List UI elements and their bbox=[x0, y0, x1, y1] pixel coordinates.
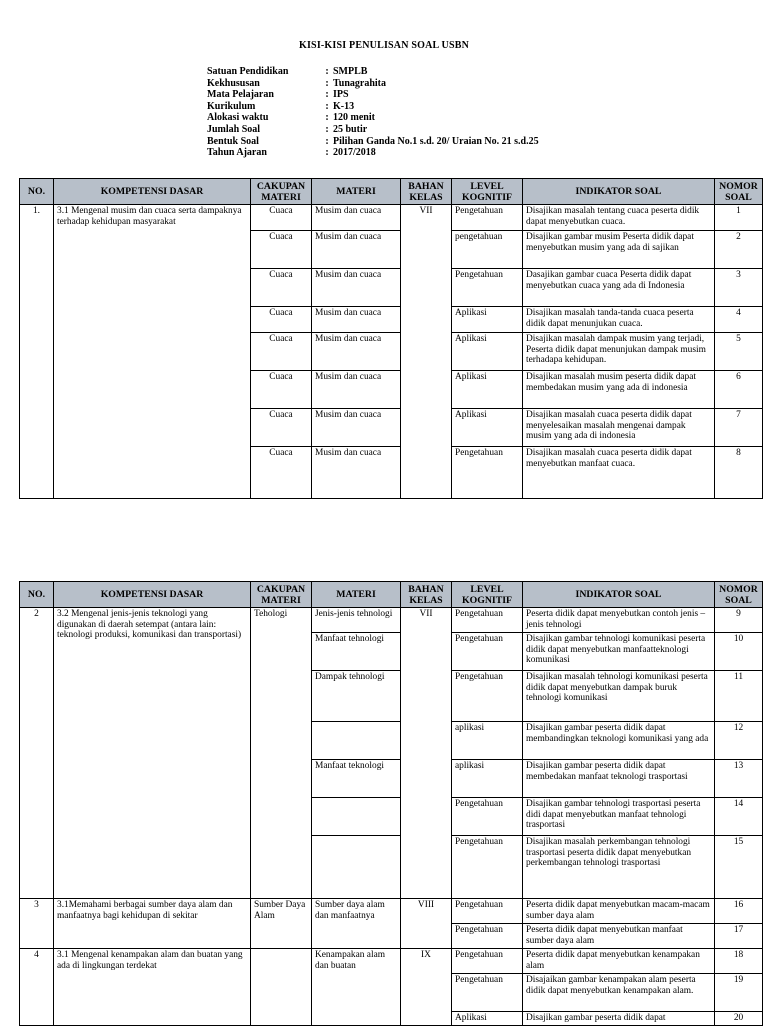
row-materi: Musim dan cuaca bbox=[312, 231, 401, 269]
row-kelas: VII bbox=[401, 205, 452, 499]
row-kd: 3.1 Mengenal musim dan cuaca serta dampaknya terhadap kehidupan masyarakat bbox=[54, 205, 251, 499]
meta-colon: : bbox=[325, 135, 329, 147]
meta-colon: : bbox=[325, 147, 329, 159]
row-level: Pengetahuan bbox=[452, 924, 523, 949]
meta-row bbox=[207, 136, 539, 148]
row-nomor: 6 bbox=[715, 371, 763, 409]
row-nomor: 15 bbox=[715, 836, 763, 899]
row-materi: Manfaat teknologi bbox=[312, 760, 401, 798]
meta-value: 2017/2018 bbox=[333, 147, 376, 159]
header-level: LEVEL KOGNITIF bbox=[452, 582, 523, 608]
header-kelas: BAHAN KELAS bbox=[401, 179, 452, 205]
meta-key: Tahun Ajaran bbox=[207, 147, 267, 159]
meta-value: Pilihan Ganda No.1 s.d. 20/ Uraian No. 21 s.d.25 bbox=[333, 135, 539, 147]
row-cakupan bbox=[251, 949, 312, 1026]
row-level: Aplikasi bbox=[452, 333, 523, 371]
header-no: NO. bbox=[20, 179, 54, 205]
row-nomor: 7 bbox=[715, 409, 763, 447]
table-row bbox=[20, 608, 763, 633]
row-level: Pengetahuan bbox=[452, 671, 523, 722]
row-level: pengetahuan bbox=[452, 231, 523, 269]
meta-key: Satuan Pendidikan bbox=[207, 66, 289, 77]
row-cakupan: Cuaca bbox=[251, 269, 312, 307]
meta-value: Tunagrahita bbox=[333, 77, 386, 89]
meta-key: Alokasi waktu bbox=[207, 112, 269, 124]
row-materi: Musim dan cuaca bbox=[312, 371, 401, 409]
row-cakupan: Cuaca bbox=[251, 409, 312, 447]
meta-colon: : bbox=[325, 100, 329, 112]
meta-colon: : bbox=[325, 66, 329, 77]
header-cakupan: CAKUPAN MATERI bbox=[251, 582, 312, 608]
row-level: Aplikasi bbox=[452, 409, 523, 447]
row-materi: Kenampakan alam dan buatan bbox=[312, 949, 401, 1026]
row-nomor: 17 bbox=[715, 924, 763, 949]
header-cakupan: CAKUPAN MATERI bbox=[251, 179, 312, 205]
meta-colon: : bbox=[325, 89, 329, 101]
row-cakupan: Cuaca bbox=[251, 371, 312, 409]
document-title: KISI-KISI PENULISAN SOAL USBN bbox=[298, 40, 470, 51]
row-indikator: Disajikan gambar peserta didik dapat membandingkan teknologi komunikasi yang ada bbox=[523, 722, 715, 760]
row-level: Aplikasi bbox=[452, 307, 523, 333]
row-indikator: Disajikan gambar peserta didik dapat membedakan manfaat teknologi trasportasi bbox=[523, 760, 715, 798]
row-indikator: Disajikan masalah dampak musim yang terjadi, Peserta didik dapat menunjukan dampak musim terhadapa kehidupan. bbox=[523, 333, 715, 371]
row-indikator: Dasajikan gambar cuaca Peserta didik dapat menyebutkan cuaca yang ada di Indonesia bbox=[523, 269, 715, 307]
row-no: 1. bbox=[20, 205, 54, 499]
header-no: NO. bbox=[20, 582, 54, 608]
meta-colon: : bbox=[325, 112, 329, 124]
kisi-table-2 bbox=[19, 581, 763, 1026]
row-level: aplikasi bbox=[452, 722, 523, 760]
row-materi: Dampak tehnologi bbox=[312, 671, 401, 722]
row-cakupan: Tehologi bbox=[251, 608, 312, 899]
row-nomor: 18 bbox=[715, 949, 763, 974]
header-kelas: BAHAN KELAS bbox=[401, 582, 452, 608]
row-materi: Musim dan cuaca bbox=[312, 269, 401, 307]
meta-value: 25 butir bbox=[333, 123, 368, 135]
row-indikator: Disajikan gambar peserta didik dapat bbox=[523, 1012, 715, 1026]
row-indikator: Peserta didik dapat menyebutkan contoh jenis – jenis tehnologi bbox=[523, 608, 715, 633]
row-indikator: Disajikan masalah perkembangan tehnologi trasportasi peserta didik dapat menyebutkan perkembangan tehnologi trasportasi bbox=[523, 836, 715, 899]
row-kd: 3.1Memahami berbagai sumber daya alam dan manfaatnya bagi kehidupan di sekitar bbox=[54, 899, 251, 949]
meta-value: IPS bbox=[333, 89, 349, 101]
meta-row bbox=[207, 112, 539, 124]
row-materi: Musim dan cuaca bbox=[312, 205, 401, 231]
header-nomor: NOMOR SOAL bbox=[715, 582, 763, 608]
header-level: LEVEL KOGNITIF bbox=[452, 179, 523, 205]
table-row bbox=[20, 949, 763, 974]
row-indikator: Disajikan gambar tehnologi komunikasi peserta didik dapat menyebutkan manfaatteknologi komunikasi bbox=[523, 633, 715, 671]
row-level: Pengetahuan bbox=[452, 836, 523, 899]
identity-block bbox=[207, 66, 539, 159]
row-level: Aplikasi bbox=[452, 1012, 523, 1026]
meta-row bbox=[207, 147, 539, 159]
row-indikator: Disajikan masalah musim peserta didik dapat membedakan musim yang ada di indonesia bbox=[523, 371, 715, 409]
row-indikator: Disajikan masalah tentang cuaca peserta didik dapat menyebutkan cuaca. bbox=[523, 205, 715, 231]
row-level: aplikasi bbox=[452, 760, 523, 798]
row-level: Pengetahuan bbox=[452, 269, 523, 307]
row-no: 4 bbox=[20, 949, 54, 1026]
row-kelas: VIII bbox=[401, 899, 452, 949]
header-materi: MATERI bbox=[312, 179, 401, 205]
row-materi bbox=[312, 836, 401, 899]
table-header-row bbox=[20, 179, 763, 205]
row-nomor: 16 bbox=[715, 899, 763, 924]
row-indikator: Disajaikan gambar kenampakan alam peserta didik dapat menyebutkan kenampakan alam. bbox=[523, 974, 715, 1012]
row-indikator: Disajikan gambar tehnologi trasportasi peserta didi dapat menyebutkan manfaat tehnologi trasportasi bbox=[523, 798, 715, 836]
row-materi: Manfaat tehnologi bbox=[312, 633, 401, 671]
header-materi: MATERI bbox=[312, 582, 401, 608]
row-indikator: Disajikan masalah cuaca peserta didik dapat menyelesaikan masalah mengenai dampak musim yang ada di indonesia bbox=[523, 409, 715, 447]
row-materi: Musim dan cuaca bbox=[312, 409, 401, 447]
row-level: Pengetahuan bbox=[452, 633, 523, 671]
meta-value: 120 menit bbox=[333, 112, 375, 124]
row-level: Pengetahuan bbox=[452, 949, 523, 974]
row-cakupan: Cuaca bbox=[251, 307, 312, 333]
row-no: 3 bbox=[20, 899, 54, 949]
row-nomor: 10 bbox=[715, 633, 763, 671]
row-level: Pengetahuan bbox=[452, 205, 523, 231]
row-nomor: 3 bbox=[715, 269, 763, 307]
meta-key: Jumlah Soal bbox=[207, 123, 261, 135]
row-indikator: Disajikan masalah cuaca peserta didik dapat menyebutkan manfaat cuaca. bbox=[523, 447, 715, 499]
row-cakupan: Cuaca bbox=[251, 447, 312, 499]
row-level: Pengetahuan bbox=[452, 798, 523, 836]
row-kelas: VII bbox=[401, 608, 452, 899]
row-nomor: 8 bbox=[715, 447, 763, 499]
row-level: Pengetahuan bbox=[452, 608, 523, 633]
kisi-table-1 bbox=[19, 178, 763, 499]
row-cakupan: Cuaca bbox=[251, 231, 312, 269]
meta-key: Mata Pelajaran bbox=[207, 89, 274, 101]
meta-colon: : bbox=[325, 77, 329, 89]
meta-value: K-13 bbox=[333, 100, 355, 112]
row-nomor: 11 bbox=[715, 671, 763, 722]
row-materi bbox=[312, 722, 401, 760]
meta-key: Bentuk Soal bbox=[207, 135, 259, 147]
row-kelas: IX bbox=[401, 949, 452, 1026]
row-nomor: 14 bbox=[715, 798, 763, 836]
row-indikator: Disajikan gambar musim Peserta didik dapat menyebutkan musim yang ada di sajikan bbox=[523, 231, 715, 269]
meta-row bbox=[207, 101, 539, 113]
meta-row bbox=[207, 78, 539, 90]
row-nomor: 12 bbox=[715, 722, 763, 760]
row-nomor: 20 bbox=[715, 1012, 763, 1026]
table-row bbox=[20, 899, 763, 924]
row-level: Pengetahuan bbox=[452, 447, 523, 499]
meta-row bbox=[207, 89, 539, 101]
row-kd: 3.1 Mengenal kenampakan alam dan buatan yang ada di lingkungan terdekat bbox=[54, 949, 251, 1026]
row-level: Aplikasi bbox=[452, 371, 523, 409]
row-nomor: 13 bbox=[715, 760, 763, 798]
row-indikator: Disajikan masalah tanda-tanda cuaca peserta didik dapat menunjukan cuaca. bbox=[523, 307, 715, 333]
meta-row bbox=[207, 124, 539, 136]
row-materi: Musim dan cuaca bbox=[312, 307, 401, 333]
meta-colon: : bbox=[325, 123, 329, 135]
row-no: 2 bbox=[20, 608, 54, 899]
row-materi: Sumber daya alam dan manfaatnya bbox=[312, 899, 401, 949]
row-level: Pengetahuan bbox=[452, 899, 523, 924]
row-materi: Jenis-jenis tehnologi bbox=[312, 608, 401, 633]
header-nomor: NOMOR SOAL bbox=[715, 179, 763, 205]
row-materi: Musim dan cuaca bbox=[312, 333, 401, 371]
row-cakupan: Cuaca bbox=[251, 205, 312, 231]
row-level: Pengetahuan bbox=[452, 974, 523, 1012]
meta-row bbox=[207, 66, 539, 78]
row-kd: 3.2 Mengenal jenis-jenis teknologi yang digunakan di daerah setempat (antara lain: teknologi produksi, komunikasi dan transportasi) bbox=[54, 608, 251, 899]
row-nomor: 1 bbox=[715, 205, 763, 231]
meta-key: Kekhususan bbox=[207, 77, 260, 89]
table-header-row bbox=[20, 582, 763, 608]
row-indikator: Peserta didik dapat menyebutkan kenampakan alam bbox=[523, 949, 715, 974]
header-kd: KOMPETENSI DASAR bbox=[54, 179, 251, 205]
meta-value: SMPLB bbox=[333, 66, 368, 77]
header-kd: KOMPETENSI DASAR bbox=[54, 582, 251, 608]
row-indikator: Peserta didik dapat menyebutkan manfaat sumber daya alam bbox=[523, 924, 715, 949]
row-nomor: 9 bbox=[715, 608, 763, 633]
row-indikator: Disajikan masalah tehnologi komunikasi peserta didik dapat menyebutkan dampak buruk tehnologi komunikasi bbox=[523, 671, 715, 722]
table-row bbox=[20, 205, 763, 231]
row-materi: Musim dan cuaca bbox=[312, 447, 401, 499]
row-nomor: 4 bbox=[715, 307, 763, 333]
row-cakupan: Sumber Daya Alam bbox=[251, 899, 312, 949]
meta-key: Kurikulum bbox=[207, 100, 256, 112]
row-nomor: 5 bbox=[715, 333, 763, 371]
header-indikator: INDIKATOR SOAL bbox=[523, 179, 715, 205]
row-cakupan: Cuaca bbox=[251, 333, 312, 371]
row-materi bbox=[312, 798, 401, 836]
header-indikator: INDIKATOR SOAL bbox=[523, 582, 715, 608]
row-nomor: 19 bbox=[715, 974, 763, 1012]
row-indikator: Peserta didik dapat menyebutkan macam-macam sumber daya alam bbox=[523, 899, 715, 924]
row-nomor: 2 bbox=[715, 231, 763, 269]
